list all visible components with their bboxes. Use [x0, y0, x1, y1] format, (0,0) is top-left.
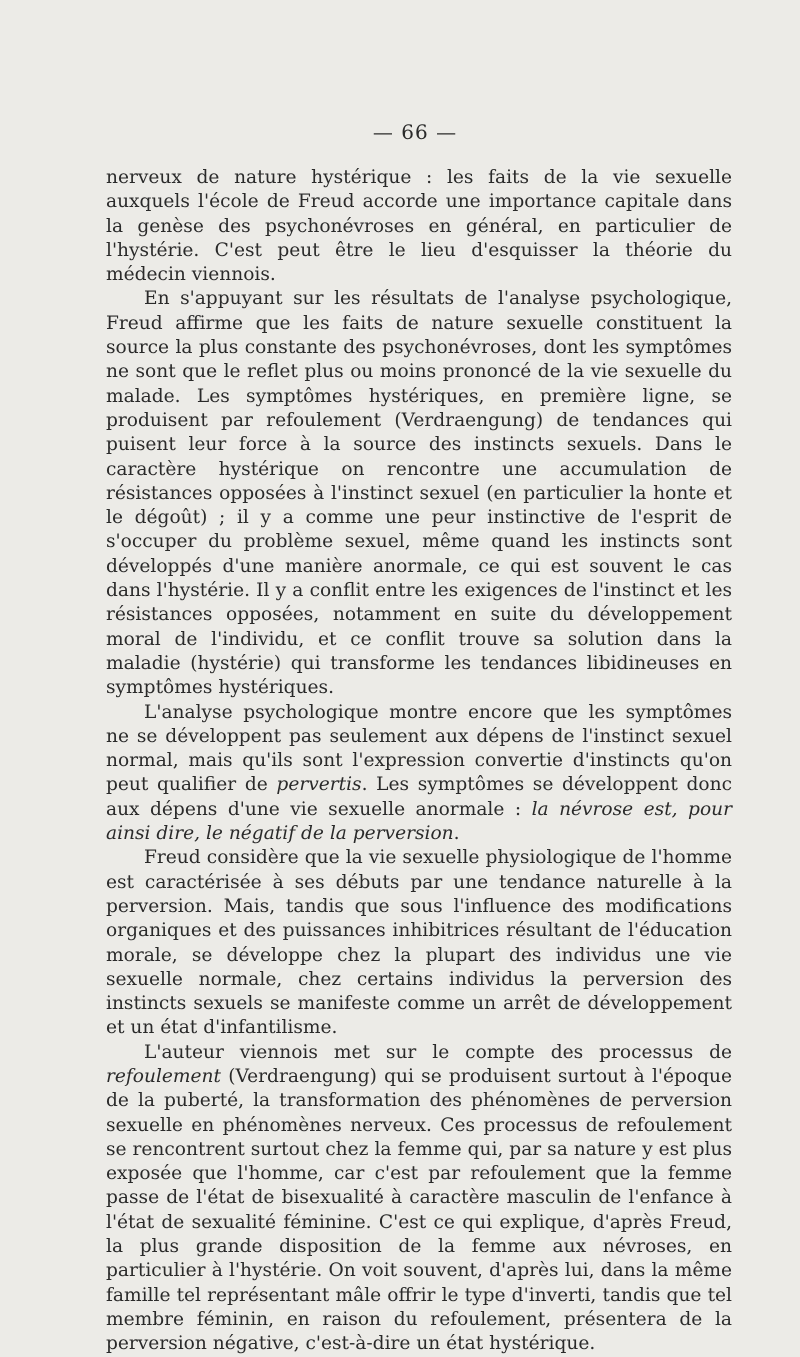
paragraph-3-italic-b: la névrose est, pour ainsi dire, le négatif de la perversion — [106, 798, 732, 845]
paragraph-4: Freud considère que la vie sexuelle physiologique de l'homme est caractérisée à ses débuts par une tendance naturelle à la perversion. Mais, tandis que sous l'influence des modifications organiques et des puissances inhibitrices résultant de l'éducation morale, se développe chez la plupart des individus une vie sexuelle normale, chez certains individus la perversion des instincts sexuels se manifeste comme un arrêt de développement et un état d'infantilisme. — [106, 847, 732, 1039]
paragraph-2: En s'appuyant sur les résultats de l'analyse psychologique, Freud affirme que les faits de nature sexuelle constituent la source la plus constante des psychonévroses, dont les symptômes ne sont que le reflet plus ou moins prononcé de la vie sexuelle du malade. Les symptômes hystériques, en première ligne, se produisent par refoulement (Verdraengung) de tendances qui puisent leur force à la source des instincts sexuels. Dans le caractère hystérique on rencontre une accumulation de résistances opposées à l'instinct sexuel (en particulier la honte et le dégoût) ; il y a comme une peur instinctive de l'esprit de s'occuper du problème sexuel, même quand les instincts sont développés d'une manière anormale, ce qui est souvent le cas dans l'hystérie. Il y a conflit entre les exigences de l'instinct et les résistances opposées, notamment en suite du développement moral de l'individu, et ce conflit trouve sa solution dans la maladie (hystérie) qui transforme les tendances libidineuses en symptômes hystériques. — [106, 288, 732, 699]
paragraph-5-italic-a: refoulement — [106, 1065, 221, 1087]
paragraph-3-italic-a: pervertis — [276, 774, 362, 796]
paragraph-3-text-a: L'analyse psychologique montre encore que les symptômes ne se développent pas seulement aux dépens de l'instinct sexuel normal, mais qu'ils sont l'expression convertie d'instincts qu'on peut qualifier de — [106, 701, 732, 796]
paragraph-5 — [106, 1041, 732, 1357]
page-number: — 66 — — [372, 120, 458, 144]
paragraph-5-text-a: L'auteur viennois met sur le compte des processus de — [144, 1041, 732, 1063]
paragraph-5-text-b: (Verdraengung) qui se produisent surtout à l'époque de la puberté, la transformation des phénomènes de perversion sexuelle en phénomènes nerveux. Ces processus de refoulement se rencontrent surtout chez la femme qui, par sa nature y est plus exposée que l'homme, car c'est par refoulement que la femme passe de l'état de bisexualité à caractère masculin de l'enfance à l'état de sexualité féminine. C'est ce qui explique, d'après Freud, la plus grande disposition de la femme aux névroses, en particulier à l'hystérie. On voit souvent, d'après lui, dans la même famille tel représentant mâle offrir le type d'inverti, tandis que tel membre féminin, en raison du refoulement, présentera de la perversion négative, c'est-à-dire un état hystérique. — [106, 1065, 732, 1355]
paragraph-3 — [106, 701, 732, 847]
paragraph-3-text-c: . — [453, 823, 460, 845]
paragraph-1: nerveux de nature hystérique : les faits de la vie sexuelle auxquels l'école de Freud accorde une importance capitale dans la genèse des psychonévroses en général, en particulier de l'hystérie. C'est peut être le lieu d'esquisser la théorie du médecin viennois. — [106, 167, 732, 286]
body-text — [106, 166, 732, 1357]
paragraph-3-text-b: . Les symptômes se développent donc aux dépens d'une vie sexuelle anormale : — [106, 774, 732, 820]
